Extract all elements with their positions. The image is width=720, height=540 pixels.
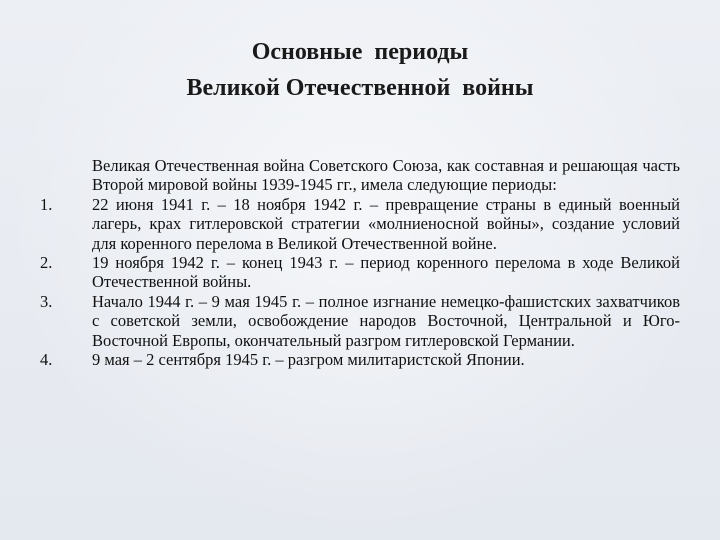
periods-list — [40, 156, 680, 369]
list-item-text: 22 июня 1941 г. – 18 ноября 1942 г. – превращение страны в единый военный лагерь, крах гитлеровской стратегии «молниеносной войны», создание условий для коренного перелома в Великой Отечественной войне. — [92, 194, 680, 253]
intro-paragraph: Великая Отечественная война Советского Союза, как составная и решающая часть Второй мировой войны 1939-1945 гг., имела следующие периоды: — [92, 156, 680, 195]
list-item-text: Начало 1944 г. – 9 мая 1945 г. – полное изгнание немецко-фашистских захватчиков с советской земли, освобождение народов Восточной, Центральной и Юго-Восточной Европы, окончательный разгром гитлеровской Германии. — [92, 291, 680, 350]
list-item — [40, 292, 680, 350]
list-item — [40, 195, 680, 253]
slide-title — [0, 34, 720, 106]
list-item-text: 19 ноября 1942 г. – конец 1943 г. – период коренного перелома в ходе Великой Отечественной войны. — [92, 253, 680, 292]
list-item — [40, 253, 680, 292]
list-item-text: 9 мая – 2 сентября 1945 г. – разгром милитаристской Японии. — [92, 350, 525, 370]
list-item-number: 2. — [40, 253, 53, 273]
list-item-number: 3. — [40, 291, 53, 311]
list-item-number: 4. — [40, 350, 53, 370]
list-item — [40, 350, 680, 369]
title-line-2: Великой Отечественной войны — [186, 75, 534, 101]
title-line-1: Основные периоды — [251, 39, 469, 65]
list-item-number: 1. — [40, 194, 53, 214]
